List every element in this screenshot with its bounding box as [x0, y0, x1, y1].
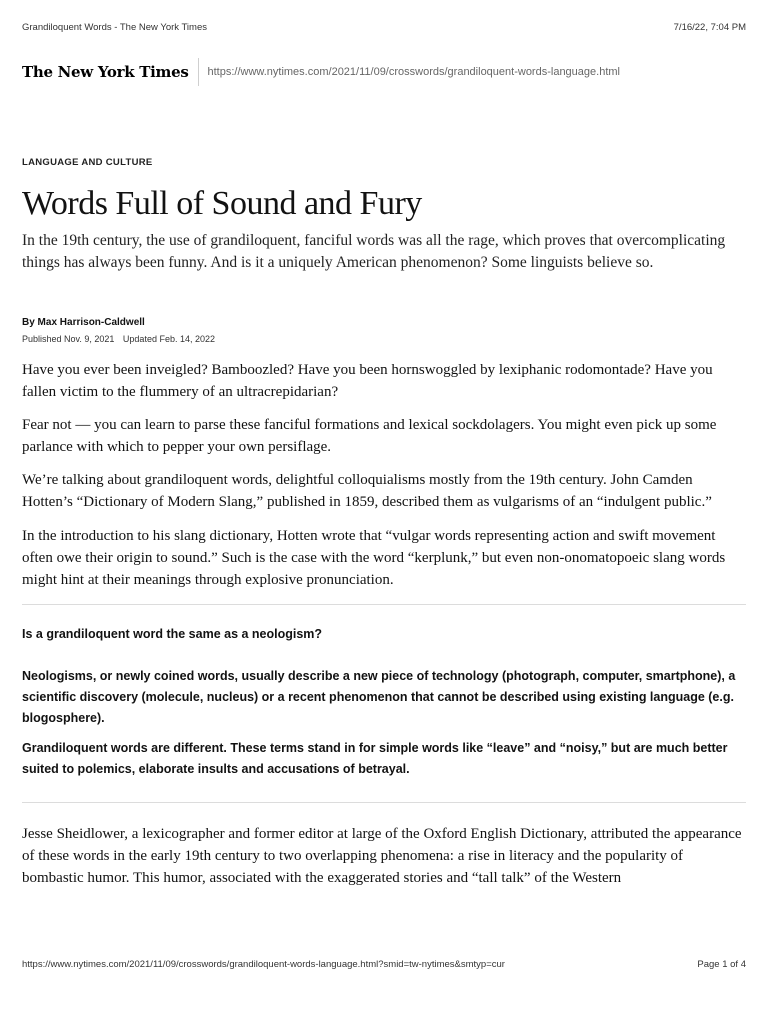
body-paragraph: We’re talking about grandiloquent words, delightful colloquialisms mostly from the 19th century. John Camden Hotten’s “Dictionary of Modern Slang,” published in 1859, described them as vulgarisms of an “indulgent public.”: [22, 472, 712, 510]
print-footer-url: https://www.nytimes.com/2021/11/09/crosswords/grandiloquent-words-language.html?smid=tw-nytimes&smtyp=cur: [22, 959, 505, 970]
divider: [22, 604, 746, 605]
publication-dates: [22, 334, 215, 344]
nyt-logo[interactable]: The New York Times: [22, 58, 199, 86]
section-kicker[interactable]: LANGUAGE AND CULTURE: [22, 157, 153, 168]
print-header-datetime: 7/16/22, 7:04 PM: [673, 22, 746, 33]
print-header: [22, 22, 746, 33]
published-date: Published Nov. 9, 2021: [22, 334, 115, 344]
article-headline: Words Full of Sound and Fury: [22, 185, 422, 222]
body-paragraph: Have you ever been inveigled? Bamboozled? Have you been hornswoggled by lexiphanic rodomontade? Have you fallen victim to the flummery of an ultracrepidarian?: [22, 362, 713, 400]
print-header-title: Grandiloquent Words - The New York Times: [22, 22, 207, 33]
body-paragraph: Jesse Sheidlower, a lexicographer and former editor at large of the Oxford English Dictionary, attributed the appearance of these words in the early 19th century to two overlapping phenomena: a rise in literacy and the popularity of bombastic humor. This humor, associated with the exaggerated stories and “tall talk” of the Western: [22, 826, 742, 886]
print-footer: [22, 959, 746, 970]
page-number: Page 1 of 4: [697, 959, 746, 970]
article-url[interactable]: https://www.nytimes.com/2021/11/09/crosswords/grandiloquent-words-language.html: [207, 66, 620, 78]
updated-date: Updated Feb. 14, 2022: [122, 334, 215, 344]
byline[interactable]: By Max Harrison-Caldwell: [22, 317, 145, 328]
masthead: [22, 58, 746, 86]
sidebar-question: Is a grandiloquent word the same as a neologism?: [22, 627, 323, 641]
sidebar-paragraph: Grandiloquent words are different. These terms stand in for simple words like “leave” and “noisy,” but are much better suited to polemics, elaborate insults and accusations of betrayal.: [22, 741, 728, 776]
divider: [22, 802, 746, 803]
body-paragraph: In the introduction to his slang dictionary, Hotten wrote that “vulgar words representing action and swift movement often owe their origin to sound.” Such is the case with the word “kerplunk,” but even non-onomatopoeic slang words might hint at their meanings through explosive pronunciation.: [22, 528, 726, 588]
sidebar-paragraph: Neologisms, or newly coined words, usually describe a new piece of technology (photograph, computer, smartphone), a scientific discovery (molecule, nucleus) or a recent phenomenon that cannot be described using existing language (e.g. blogosphere).: [22, 669, 736, 725]
article-summary: In the 19th century, the use of grandiloquent, fanciful words was all the rage, which proves that overcomplicating things has always been funny. And is it a uniquely American phenomenon? Some linguists believe so.: [22, 232, 726, 271]
body-paragraph: Fear not — you can learn to parse these fanciful formations and lexical sockdolagers. You might even pick up some parlance with which to pepper your own persiflage.: [22, 417, 717, 455]
